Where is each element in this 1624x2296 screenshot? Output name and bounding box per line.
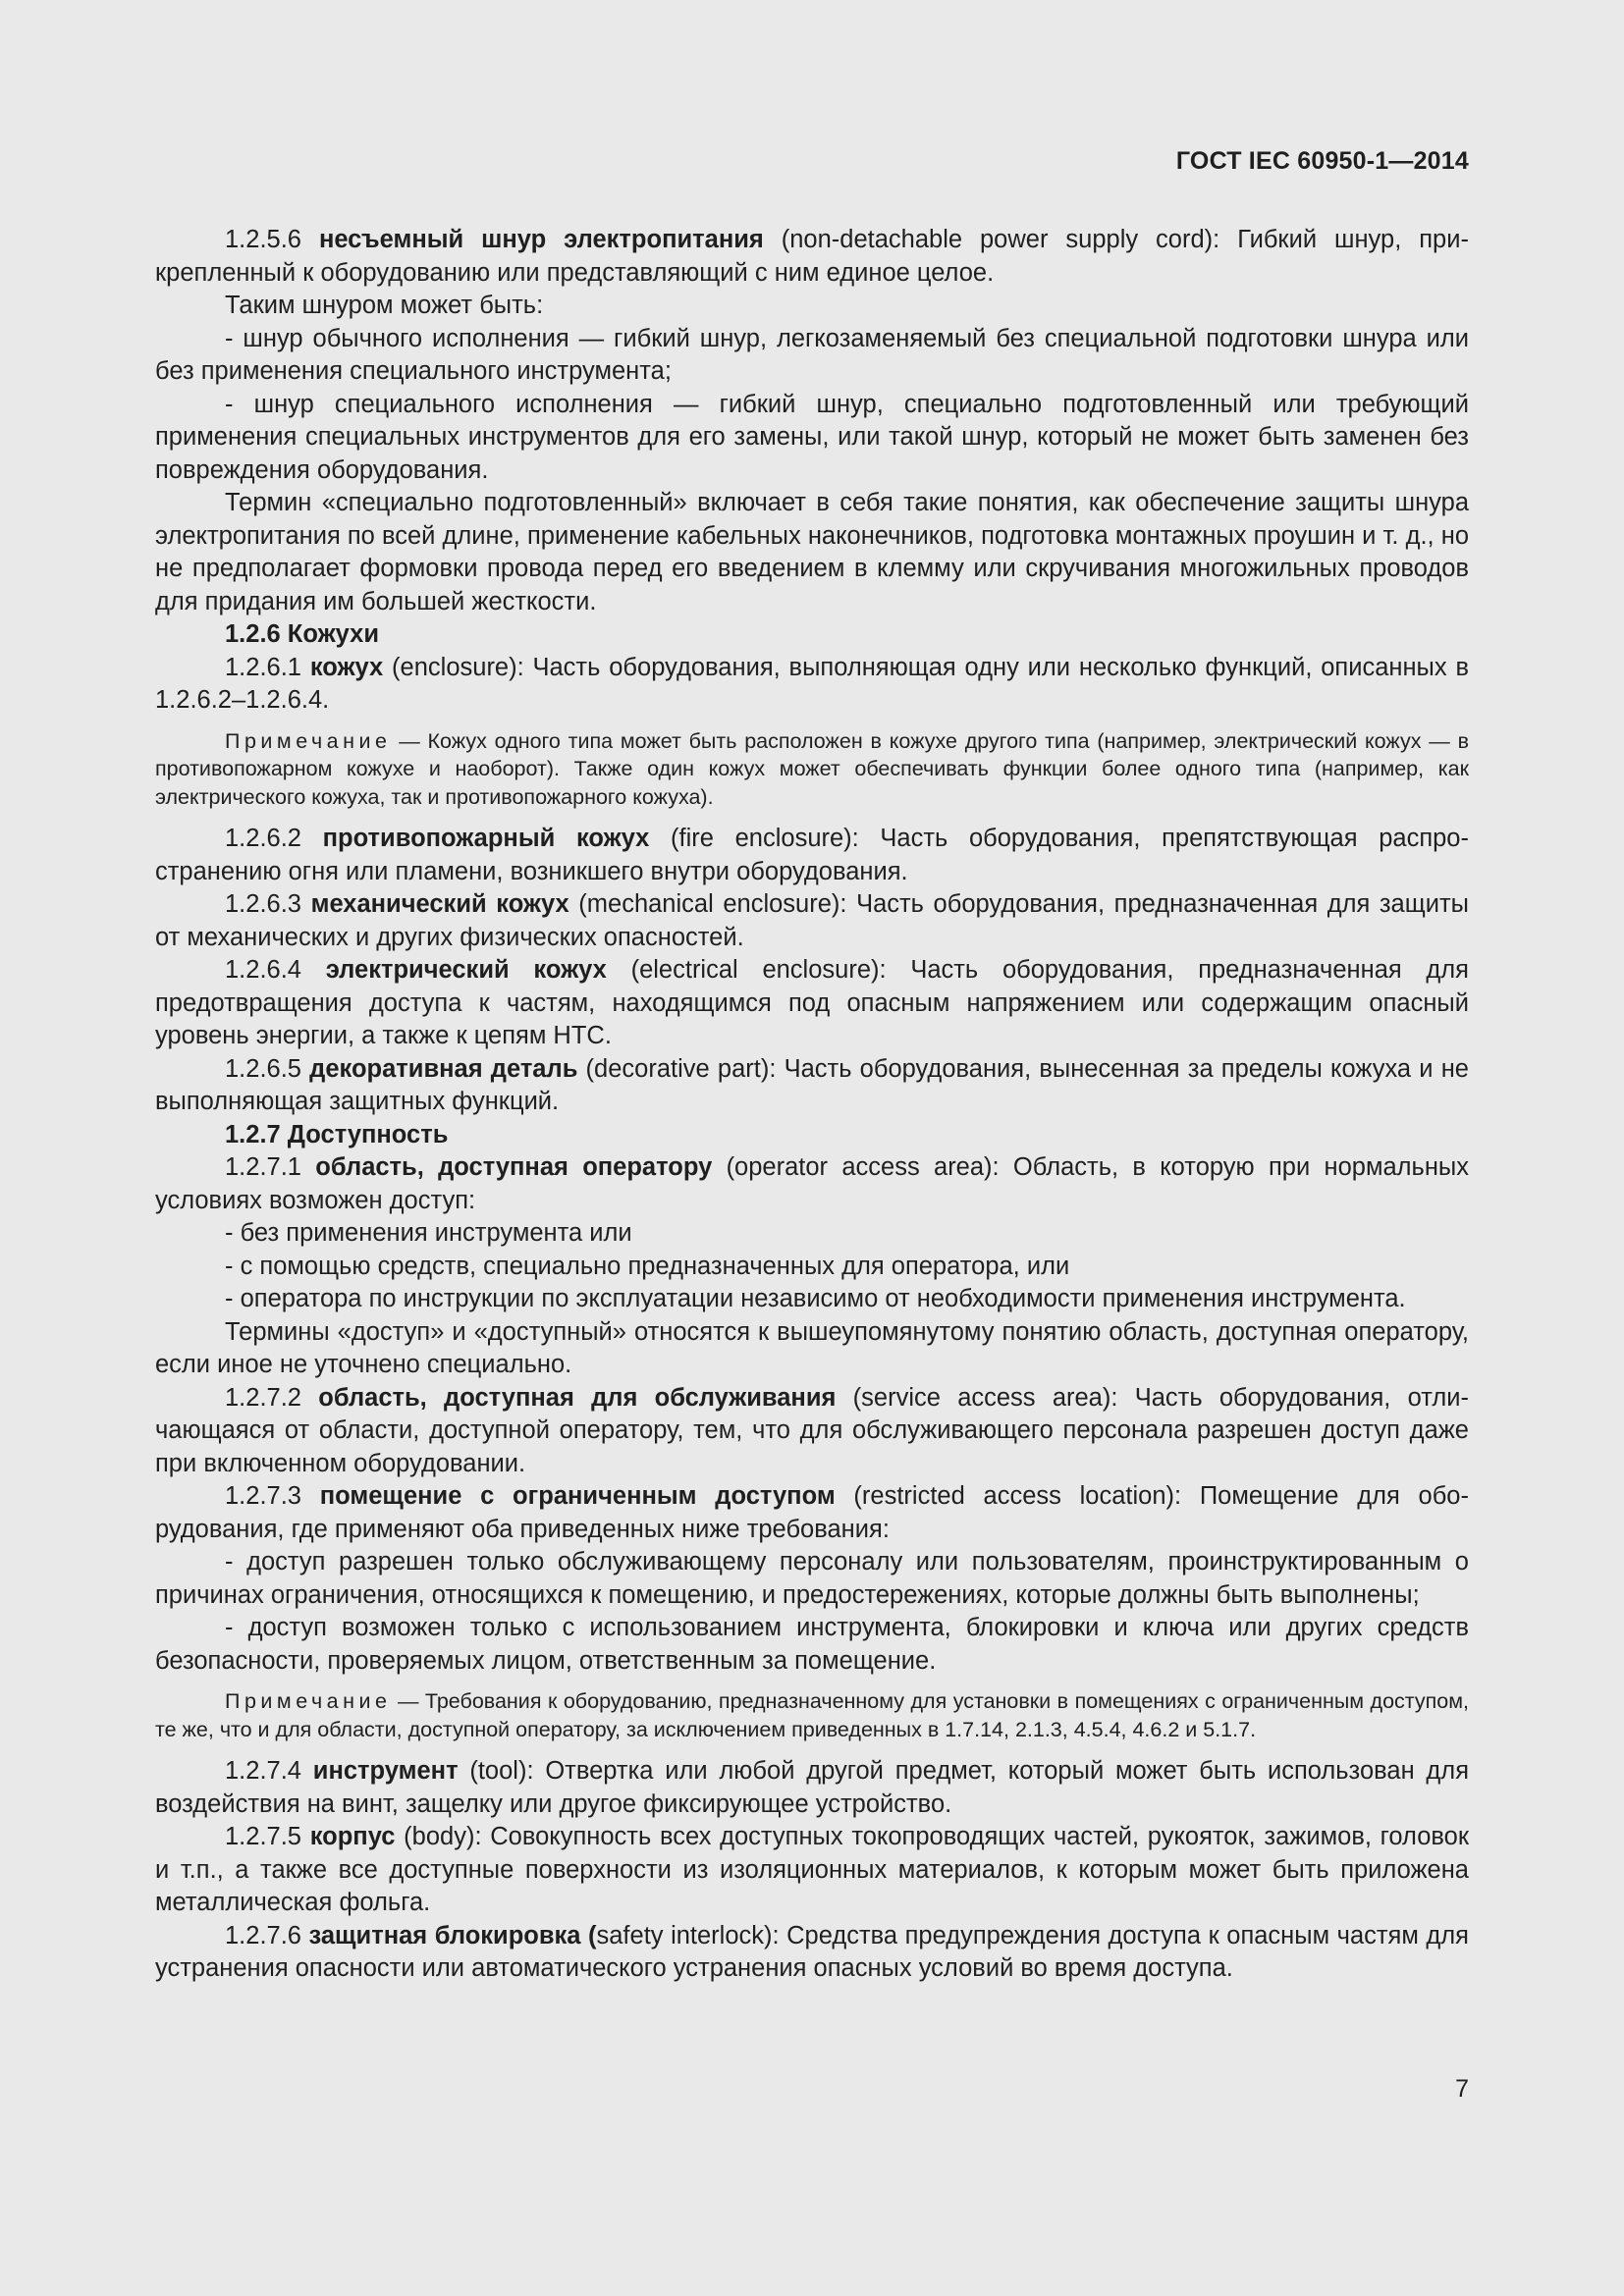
clause-number: 1.2.6.5 <box>225 1054 310 1083</box>
list-item: - с помощью средств, специально предназначенных для оператора, или <box>225 1252 1070 1280</box>
clause-1-2-7-4 <box>155 1755 1469 1821</box>
clause-1-2-7-3 <box>155 1480 1469 1546</box>
clause-1-2-7-1 <box>155 1151 1469 1217</box>
list-item: - оператора по инструкции по эксплуатации независимо от необходимости применения инструмента. <box>225 1285 1406 1312</box>
clause-1-2-6-4 <box>155 954 1469 1053</box>
section-heading-1-2-7: 1.2.7 Доступность <box>225 1120 449 1148</box>
term: инструмент <box>312 1757 459 1785</box>
clause-1-2-5-6 <box>155 224 1469 290</box>
term: несъемный шнур электропитания <box>318 226 764 253</box>
document-header: ГОСТ IEC 60950-1—2014 <box>1175 147 1469 175</box>
clause-1-2-7-2 <box>155 1382 1469 1481</box>
term: защитная блокировка ( <box>308 1921 597 1949</box>
term: декоративная деталь <box>309 1054 578 1083</box>
page-number: 7 <box>1455 2075 1469 2103</box>
note <box>155 727 1469 812</box>
list-item: - шнур обычного исполнения — гибкий шнур, легкозаменяемый без специальной подготовки шнура или без применения специального инструмента; <box>155 324 1469 385</box>
term: механический кожух <box>310 890 569 918</box>
list-item: - доступ возможен только с использованием инструмента, блокировки и ключа или других средств безопасности, проверяемых лицом, ответственным за помещение. <box>155 1614 1469 1675</box>
definition: (body): Совокупность всех доступных токопроводящих частей, рукояток, зажимов, головок и т.п., а также все доступные поверхности из изоляционных материалов, к которым может быть приложена металлическая фольга. <box>155 1823 1469 1916</box>
clause-number: 1.2.6.2 <box>225 825 323 852</box>
list-item: - шнур специального исполнения — гибкий шнур, специально подготовленный или требующий применения специальных инструментов для его замены, или такой шнур, который не может быть заменен без повреждения оборудования. <box>155 390 1469 484</box>
clause-1-2-6-2 <box>155 823 1469 888</box>
definition: safety interlock): Средства предупреждения доступа к опасным частям для устранения опасности или автоматического устранения опасных условий во время доступа. <box>155 1921 1469 1982</box>
definition: (tool): Отвертка или любой другой предмет, который может быть использован для воздействия на винт, защелку или другое фиксирующее устройство. <box>155 1757 1469 1818</box>
clause-number: 1.2.6.4 <box>225 956 326 984</box>
paragraph: Термины «доступ» и «доступный» относятся к вышеупомянутому понятию область, доступная оператору, если иное не уточнено специально. <box>155 1317 1469 1378</box>
clause-number: 1.2.6.3 <box>225 890 311 918</box>
clause-1-2-7-5 <box>155 1821 1469 1920</box>
section-heading-1-2-6: 1.2.6 Кожухи <box>225 620 380 648</box>
list-item: - без применения инструмента или <box>225 1219 632 1247</box>
definition: (fire enclosure): Часть оборудования, препятствующая распространению огня или пламени, возникшего внутри оборудования. <box>155 825 1469 885</box>
definition: (decorative part): Часть оборудования, вынесенная за пределы кожуха и не выполняющая защитных функций. <box>155 1054 1469 1115</box>
term: область, доступная для обслуживания <box>318 1383 837 1412</box>
definition: (enclosure): Часть оборудования, выполняющая одну или несколько функций, описанных в 1.2.6.2–1.2.6.4. <box>155 653 1469 714</box>
clause-1-2-6-1 <box>155 652 1469 718</box>
note-label: Примечание <box>225 728 392 753</box>
list-item: - доступ разрешен только обслуживающему персоналу или пользователям, проинструктированным о причинах ограничения, относящихся к помещению, и предостережениях, которые должны быть выполнены; <box>155 1548 1469 1609</box>
clause-1-2-6-5 <box>155 1053 1469 1119</box>
definition: (mechanical enclosure): Часть оборудования, предназначенная для защиты от механических и других физических опасностей. <box>155 890 1469 951</box>
term: кожух <box>309 653 384 681</box>
clause-number: 1.2.5.6 <box>225 226 319 253</box>
definition: (electrical enclosure): Часть оборудования, предназначенная для предотвращения доступа к частям, находящимся под опасным напряжением или содержащим опасный уровень энергии, а также к цепям НТС. <box>155 956 1469 1049</box>
document-body <box>155 224 1469 1986</box>
definition: (non-detachable power supply cord): Гибкий шнур, прикрепленный к оборудованию или представляющий с ним единое целое. <box>155 226 1469 287</box>
definition: (service access area): Часть оборудования, отличающаяся от области, доступной оператору, тем, что для обслуживающего персонала разрешен доступ даже при включенном оборудовании. <box>155 1383 1469 1477</box>
definition: (operator access area): Область, в которую при нормальных условиях возможен доступ: <box>155 1153 1469 1214</box>
clause-number: 1.2.7.3 <box>225 1482 320 1510</box>
term: помещение с ограниченным доступом <box>319 1482 836 1510</box>
term: электрический кожух <box>325 956 607 984</box>
note-label: Примечание <box>225 1689 392 1713</box>
clause-number: 1.2.7.6 <box>225 1921 309 1949</box>
term: корпус <box>309 1823 396 1850</box>
clause-number: 1.2.7.5 <box>225 1823 310 1850</box>
clause-1-2-6-3 <box>155 888 1469 954</box>
cord-intro: Таким шнуром может быть: <box>225 292 544 319</box>
clause-1-2-7-6 <box>155 1920 1469 1986</box>
clause-number: 1.2.7.1 <box>225 1153 316 1181</box>
term: область, доступная оператору <box>315 1153 713 1181</box>
definition: (restricted access location): Помещение для оборудования, где применяют оба приведенных ниже требования: <box>155 1482 1469 1543</box>
note-text: — Требования к оборудованию, предназначенному для установки в помещениях с ограниченным доступом, те же, что и для области, доступной оператору, за исключением приведенных в 1.7.14, 2.1.3, 4.5.4, 4.6.2 и 5.1.7. <box>155 1689 1469 1741</box>
clause-number: 1.2.7.2 <box>225 1383 319 1412</box>
note <box>155 1687 1469 1743</box>
paragraph: Термин «специально подготовленный» включает в себя такие понятия, как обеспечение защиты шнура электропитания по всей длине, применение кабельных наконечников, подготовка монтажных проушин и т. д., но не предполагает формовки провода перед его введением в клемму или скручивания многожильных проводов для придания им большей жесткости. <box>155 489 1469 615</box>
note-text: — Кожух одного типа может быть расположен в кожухе другого типа (например, электрический кожух — в противопожарном кожухе и наоборот). Также один кожух может обеспечивать функции более одного типа (например, как электрического кожуха, так и противопожарного кожуха). <box>155 728 1469 809</box>
clause-number: 1.2.7.4 <box>225 1757 313 1785</box>
clause-number: 1.2.6.1 <box>225 653 310 681</box>
term: противопожарный кожух <box>322 825 650 852</box>
